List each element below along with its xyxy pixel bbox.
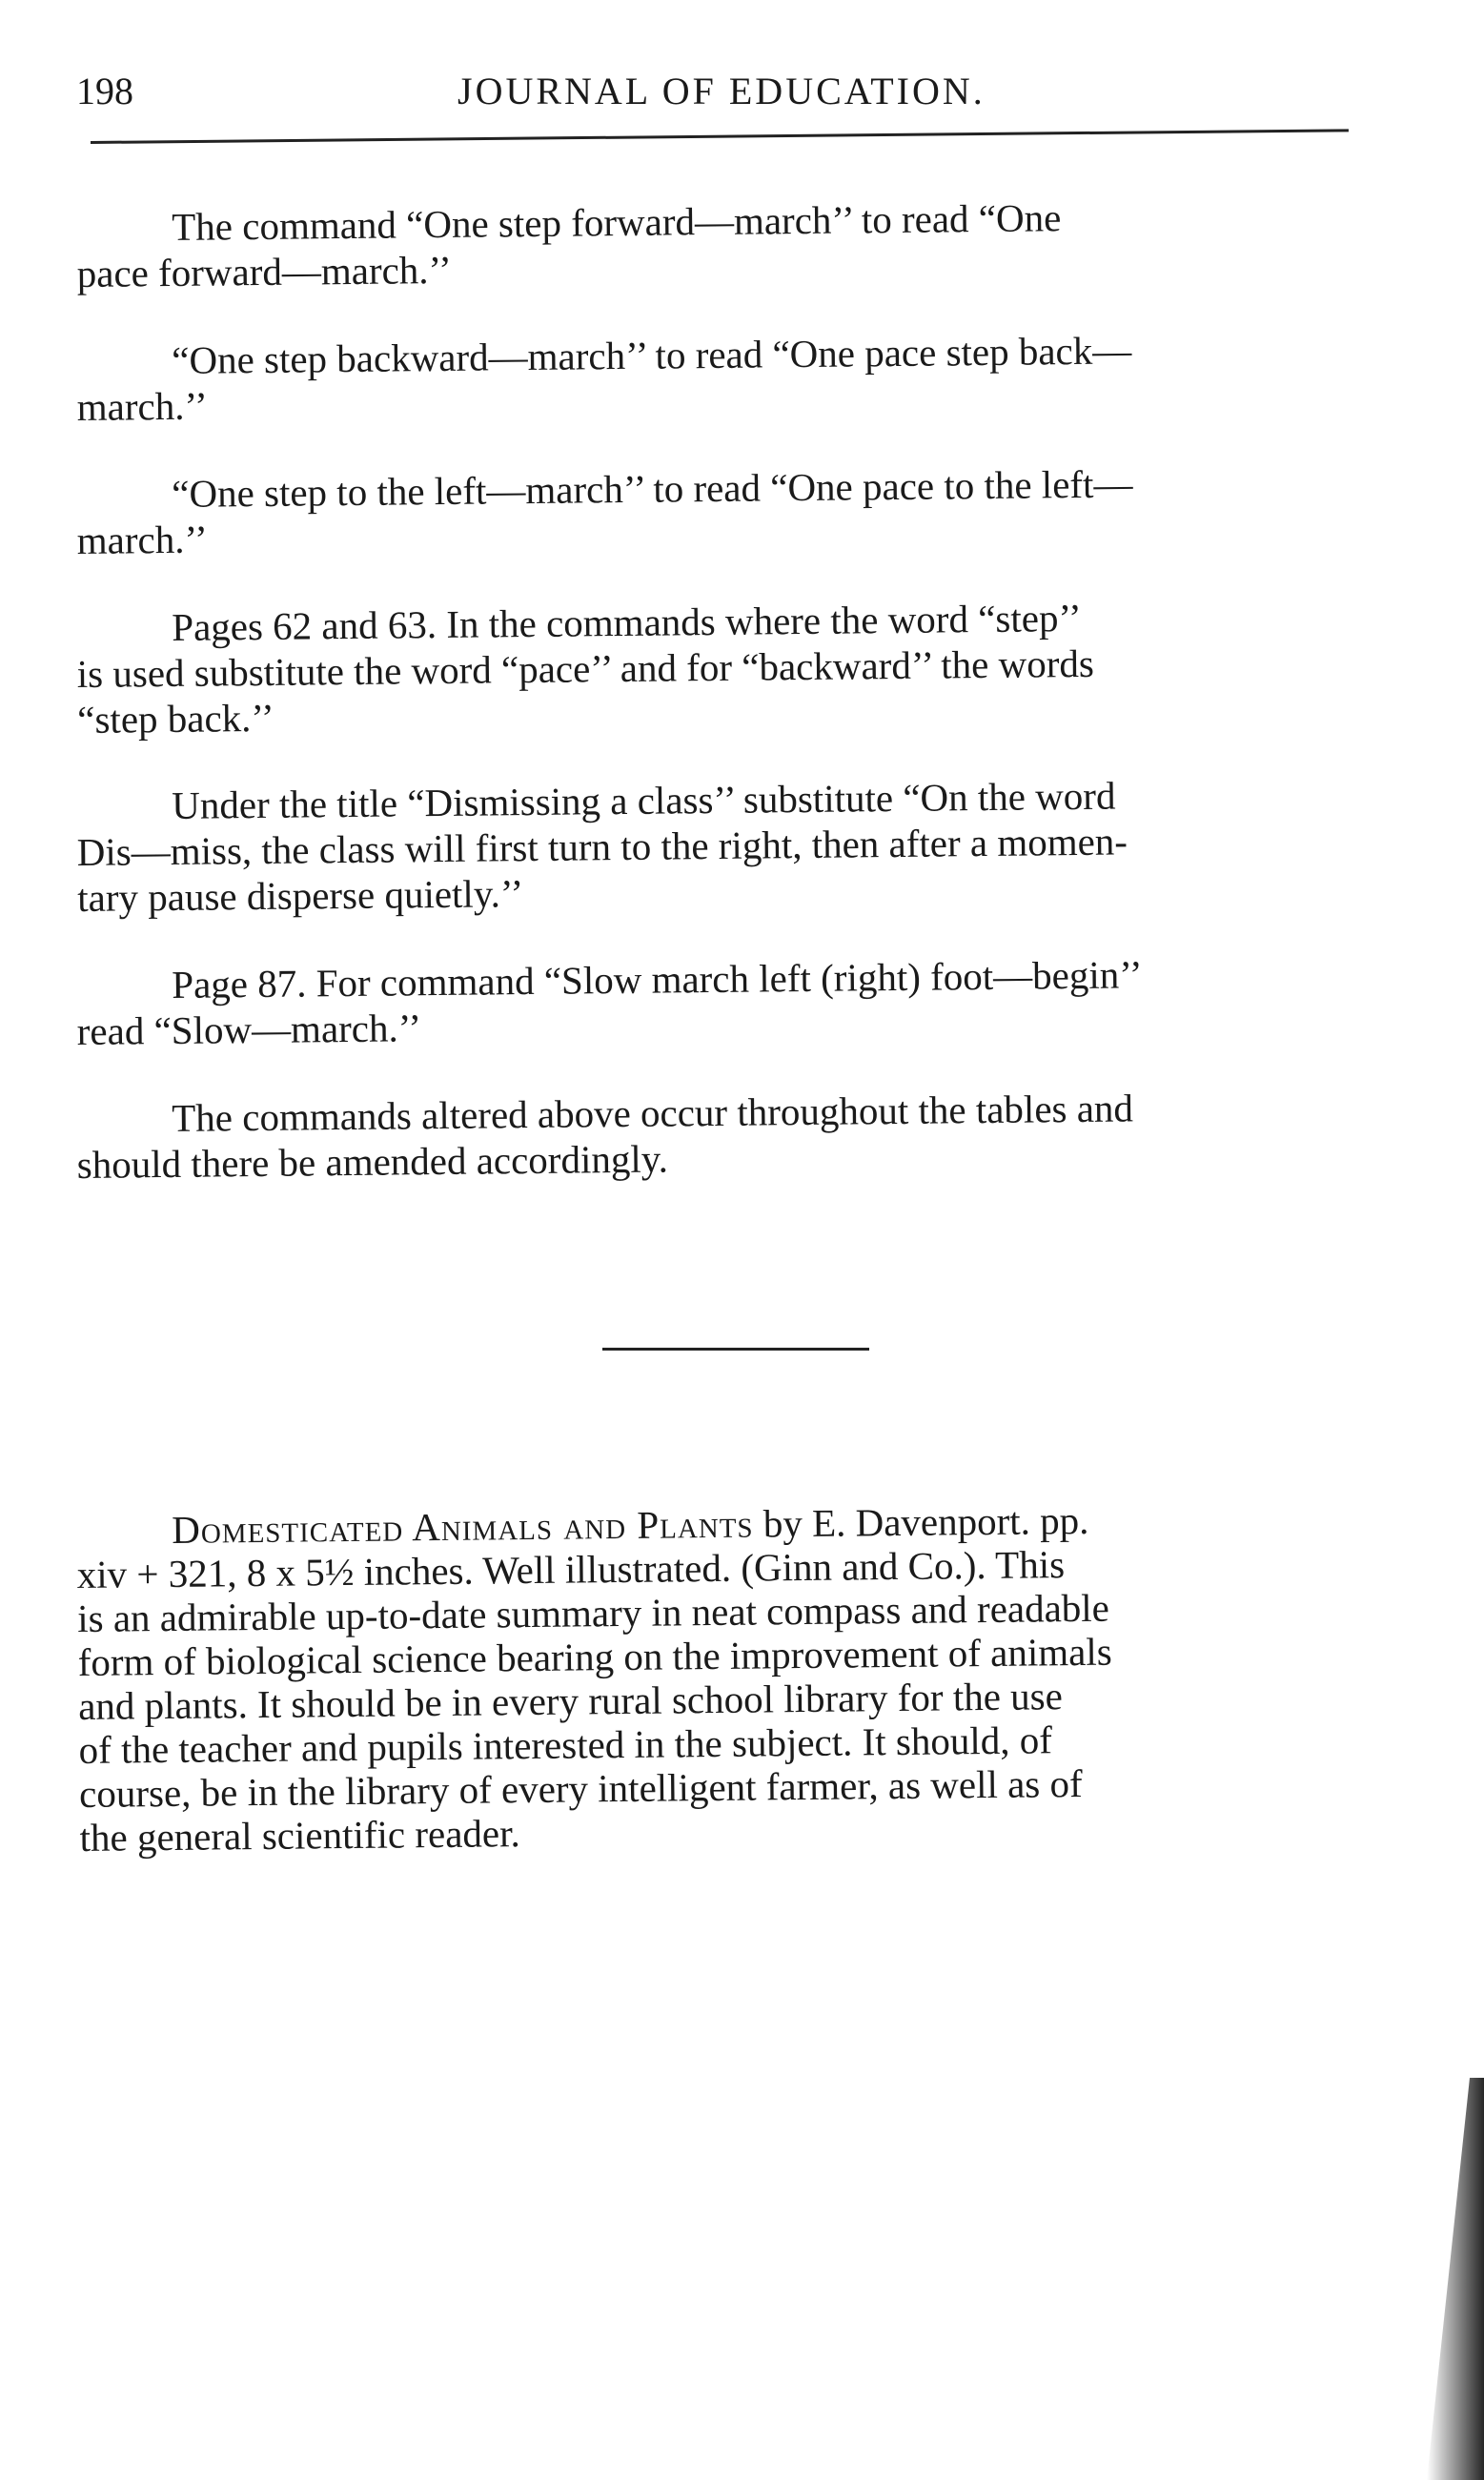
- text-line: “One step backward—march’’ to read “One pace step back—: [172, 328, 1132, 382]
- text-line: course, be in the library of every intelligent farmer, as well as of: [78, 1760, 1083, 1816]
- text-line: and plants. It should be in every rural school library for the use: [77, 1674, 1064, 1728]
- paragraph-step-left: [76, 458, 1350, 563]
- text-line: Pages 62 and 63. In the commands where the word “step’’: [172, 595, 1082, 649]
- paragraph-step-backward: [76, 325, 1350, 430]
- text-line: form of biological science bearing on the improvement of animals: [77, 1629, 1112, 1684]
- text-line: The command “One step forward—march’’ to read “One: [172, 195, 1062, 249]
- paragraph-dismissing-class: [76, 770, 1350, 921]
- paragraph-step-forward: [76, 192, 1350, 296]
- page-number: 198: [76, 70, 133, 112]
- text-line: march.’’: [76, 383, 208, 429]
- text-line: is an admirable up-to-date summary in neat compass and readable: [76, 1585, 1110, 1640]
- text-line: is used substitute the word “pace’’ and for “backward’’ the words: [76, 640, 1095, 696]
- text-line: Under the title “Dismissing a class’’ substitute “On the word: [172, 773, 1116, 827]
- header-rule: [91, 129, 1349, 144]
- text-line: xiv + 321, 8 x 5½ inches. Well illustrated. (Ginn and Co.). This: [76, 1542, 1066, 1596]
- text-line: The commands altered above occur throughout the tables and: [172, 1086, 1134, 1140]
- running-head: [76, 69, 1334, 126]
- text-line: Page 87. For command “Slow march left (right) foot—begin’’: [172, 952, 1143, 1006]
- book-review: [76, 1495, 1352, 1860]
- text-line: the general scientific reader.: [79, 1811, 520, 1860]
- section-divider: [602, 1348, 869, 1351]
- text-line: “One step to the left—march’’ to read “One pace to the left—: [172, 461, 1133, 516]
- book-author: by E. Davenport. pp.: [753, 1497, 1089, 1546]
- book-title: Domesticated Animals and Plants: [171, 1501, 754, 1552]
- text-line: “step back.’’: [77, 695, 274, 742]
- text-line: pace forward—march.’’: [76, 247, 453, 295]
- journal-title: JOURNAL OF EDUCATION.: [457, 70, 986, 112]
- paragraph-page-87: [76, 949, 1350, 1054]
- paragraph-commands-altered: [76, 1083, 1350, 1188]
- text-line: Dis—miss, the class will first turn to the right, then after a momen-: [76, 819, 1128, 874]
- page-edge-shadow: [1427, 2078, 1484, 2480]
- text-line: of the teacher and pupils interested in the subject. It should, of: [78, 1718, 1053, 1772]
- text-line: march.’’: [76, 517, 208, 562]
- text-line: should there be amended accordingly.: [76, 1136, 669, 1187]
- text-line: tary pause disperse quietly.’’: [77, 871, 524, 920]
- paragraph-pages-62-63: [76, 592, 1350, 742]
- text-line: read “Slow—march.’’: [76, 1006, 422, 1053]
